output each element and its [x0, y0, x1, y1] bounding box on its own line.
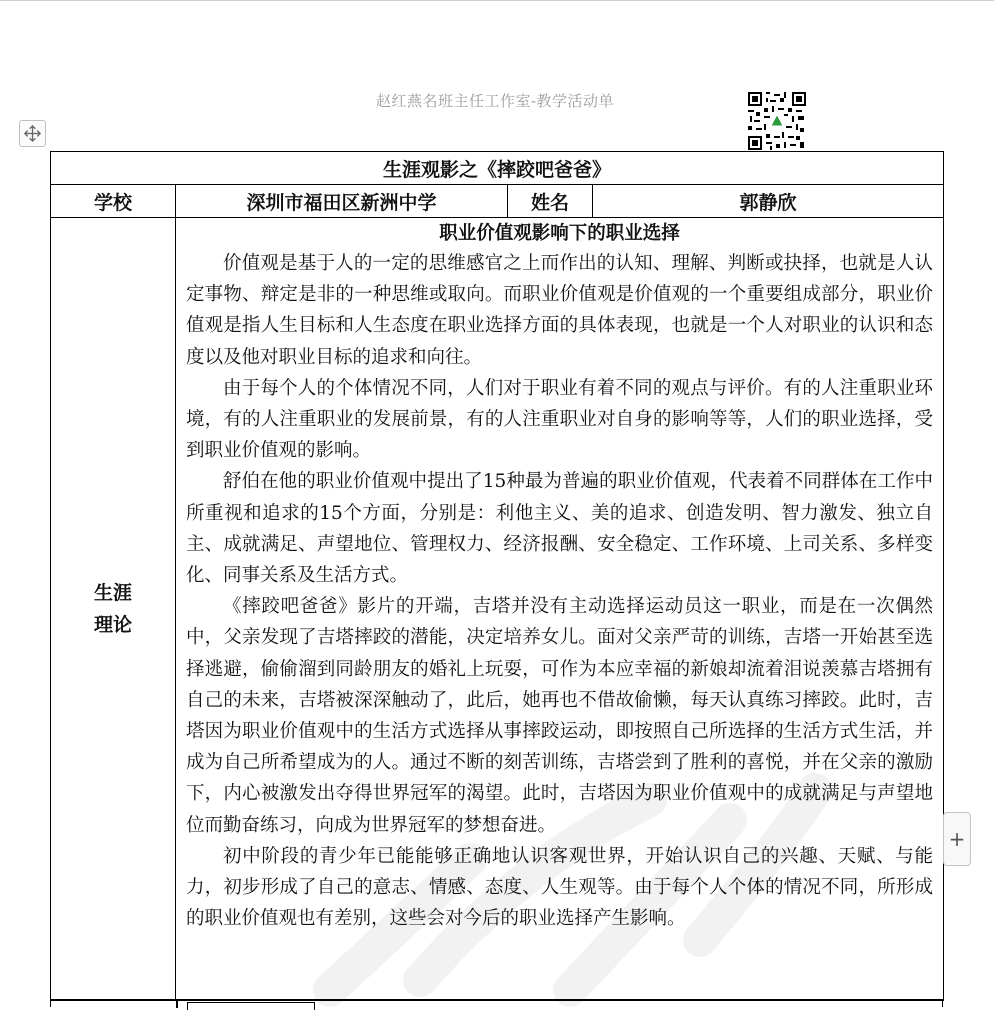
page-header-title: 赵红燕名班主任工作室-教学活动单	[375, 92, 615, 110]
table-title: 生涯观影之《摔跤吧爸爸》	[51, 152, 944, 185]
qr-code-icon	[748, 92, 806, 150]
paragraph: 《摔跤吧爸爸》影片的开端，吉塔并没有主动选择运动员这一职业，而是在一次偶然中，父亲发现了吉塔摔跤的潜能，决定培养女儿。面对父亲严苛的训练，吉塔一开始甚至选择逃避，偷偷溜到同龄朋友的婚礼上玩耍，可作为本应幸福的新娘却流着泪说羡慕吉塔拥有自己的未来，吉塔被深深触动了，此后，她再也不借故偷懒，每天认真练习摔跤。此时，吉塔因为职业价值观中的生活方式选择从事摔跤运动，即按照自己所选择的生活方式生活，并成为自己所希望成为的人。通过不断的刻苦训练，吉塔尝到了胜利的喜悦，并在父亲的激励下，内心被激发出夺得世界冠军的渴望。此时，吉塔因为职业价值观中的成就满足与声望地位而勤奋练习，向成为世界冠军的梦想奋进。	[186, 596, 934, 836]
section-heading: 职业价值观影响下的职业选择	[439, 223, 680, 244]
next-table-row	[50, 999, 943, 1007]
paragraph: 初中阶段的青少年已能能够正确地认识客观世界，开始认识自己的兴趣、天赋、与能力，初步形成了自己的意志、情感、态度、人生观等。由于每个人个体的情况不同，所形成的职业价值观也有差别，这些会对今后的职业选择产生影响。	[186, 845, 934, 930]
activity-table	[50, 151, 944, 1001]
top-rule	[0, 0, 994, 1]
plus-icon: +	[948, 827, 966, 851]
add-row-button[interactable]	[943, 812, 971, 866]
paragraph: 由于每个人的个体情况不同，人们对于职业有着不同的观点与评价。有的人注重职业环境，有的人注重职业的发展前景，有的人注重职业对自身的影响等等，人们的职业选择，受到职业价值观的影响。	[186, 377, 934, 462]
content-cell[interactable]	[176, 218, 944, 1001]
paragraph: 价值观是基于人的一定的思维感官之上而作出的认知、理解、判断或抉择，也就是人认定事物、辩定是非的一种思维或取向。而职业价值观是价值观的一个重要组成部分，职业价值观是指人生目标和人生态度在职业选择方面的具体表现，也就是一个人对职业的认识和态度以及他对职业目标的追求和向往。	[186, 253, 934, 368]
section-label-cell	[51, 218, 176, 1001]
section-label-line1: 生涯	[93, 582, 132, 604]
table-move-handle[interactable]	[19, 120, 46, 147]
name-value[interactable]: 郭静欣	[593, 185, 944, 218]
paragraph: 舒伯在他的职业价值观中提出了15种最为普遍的职业价值观，代表着不同群体在工作中所重视和追求的15个方面，分别是：利他主义、美的追求、创造发明、智力激发、独立自主、成就满足、声望地位、管理权力、经济报酬、安全稳定、工作环境、上司关系、多样变化、同事关系及生活方式。	[186, 471, 934, 587]
name-label: 姓名	[508, 185, 593, 218]
move-arrows-icon	[23, 124, 42, 143]
next-row-box	[187, 1002, 315, 1010]
section-label-line2: 理论	[93, 614, 132, 636]
school-label: 学校	[51, 185, 176, 218]
school-value[interactable]: 深圳市福田区新洲中学	[176, 185, 508, 218]
